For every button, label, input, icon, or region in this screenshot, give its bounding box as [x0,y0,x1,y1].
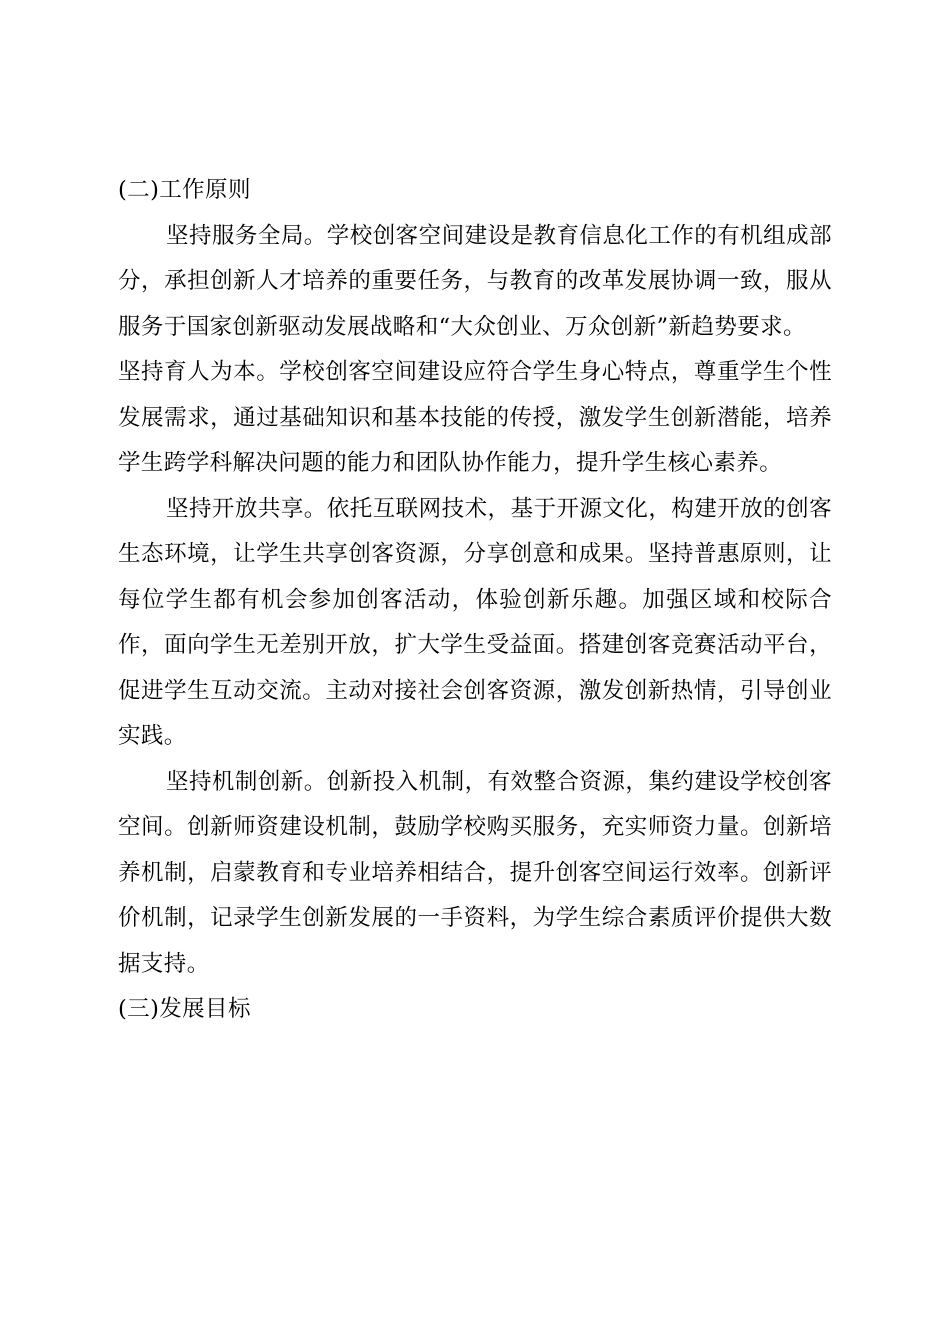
paragraph-people-oriented: 坚持育人为本。学校创客空间建设应符合学生身心特点，尊重学生个性发展需求，通过基础知识和基本技能的传授，激发学生创新潜能，培养学生跨学科解决问题的能力和团队协作能力，提升学生核心素养。 [118,359,832,476]
document-body [118,168,832,1033]
paragraph-serve-overall: 坚持服务全局。学校创客空间建设是教育信息化工作的有机组成部分，承担创新人才培养的重要任务，与教育的改革发展协调一致，服从服务于国家创新驱动发展战略和“大众创业、万众创新”新趋势要求。 [118,222,832,340]
paragraph-open-sharing: 坚持开放共享。依托互联网技术，基于开源文化，构建开放的创客生态环境，让学生共享创客资源，分享创意和成果。坚持普惠原则，让每位学生都有机会参加创客活动，体验创新乐趣。加强区域和校际合作，面向学生无差别开放，扩大学生受益面。搭建创客竞赛活动平台，促进学生互动交流。主动对接社会创客资源，激发创新热情，引导创业实践。 [118,495,832,749]
section-heading-principles: (二)工作原则 [118,177,251,203]
section-heading-goals: (三)发展目标 [118,996,251,1022]
paragraph-mechanism-innovation: 坚持机制创新。创新投入机制，有效整合资源，集约建设学校创客空间。创新师资建设机制，鼓励学校购买服务，充实师资力量。创新培养机制，启蒙教育和专业培养相结合，提升创客空间运行效率。创新评价机制，记录学生创新发展的一手资料，为学生综合素质评价提供大数据支持。 [118,768,832,977]
